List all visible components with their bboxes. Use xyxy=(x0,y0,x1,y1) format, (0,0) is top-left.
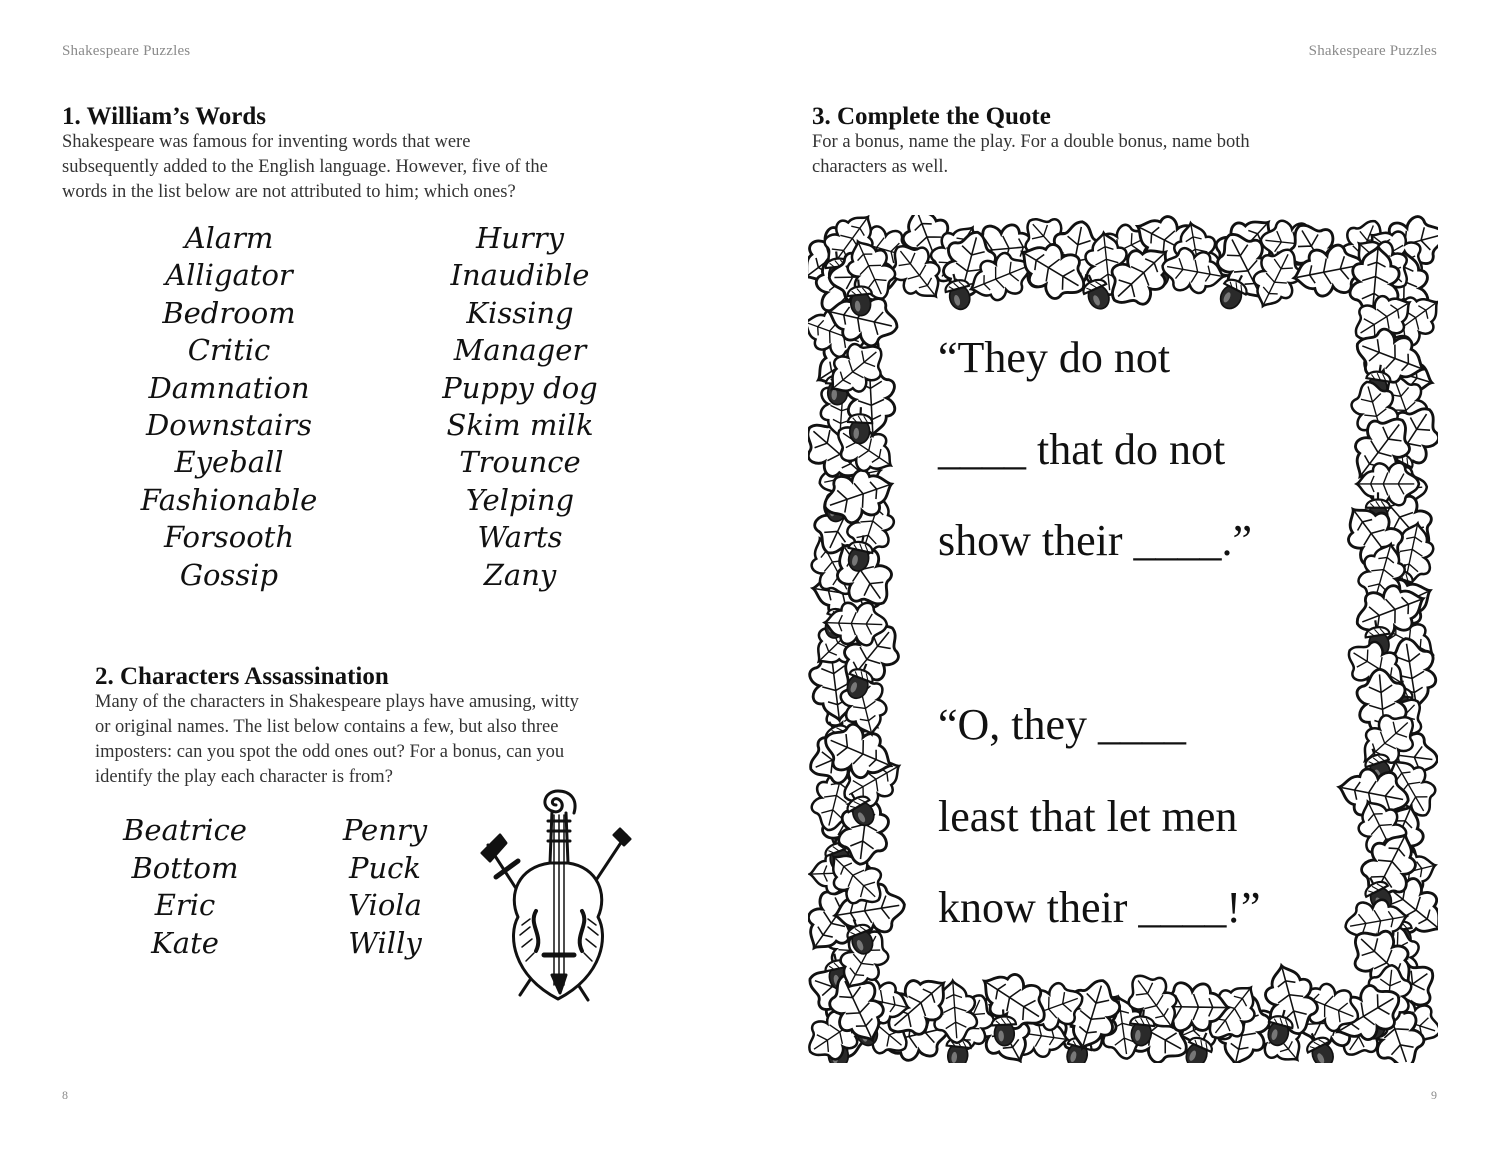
puzzle1-intro-line: Shakespeare was famous for inventing words that were xyxy=(62,132,471,152)
word-list-column-1 xyxy=(104,220,354,594)
word-item: Kissing xyxy=(466,295,574,330)
word-item: Alarm xyxy=(184,221,274,255)
word-item: Bedroom xyxy=(162,295,296,330)
word-item: Critic xyxy=(187,333,271,368)
puzzle3-heading: 3. Complete the Quote xyxy=(812,103,1051,130)
character-item: Kate xyxy=(151,925,219,960)
running-head-left: Shakespeare Puzzles xyxy=(62,43,191,59)
word-item: Manager xyxy=(453,333,587,368)
word-item: Puppy dog xyxy=(442,370,598,405)
word-item: Yelping xyxy=(465,482,575,517)
puzzle1-intro xyxy=(62,130,548,205)
puzzle3-intro xyxy=(812,130,1250,180)
quote1-line-3: show their ____.” xyxy=(938,516,1253,565)
word-item: Forsooth xyxy=(164,520,294,555)
word-item: Inaudible xyxy=(450,258,590,293)
word-item: Fashionable xyxy=(140,482,318,517)
sword-hilt xyxy=(482,835,506,861)
word-item: Damnation xyxy=(148,370,310,405)
puzzle2-intro-line: identify the play each character is from? xyxy=(95,767,393,787)
puzzle1-intro-line: words in the list below are not attributed to him; which ones? xyxy=(62,182,516,202)
bow-tip xyxy=(614,829,630,845)
puzzle2-intro-line: imposters: can you spot the odd ones out? For a bonus, can you xyxy=(95,742,565,762)
character-item: Bottom xyxy=(131,850,239,885)
word-item: Skim milk xyxy=(446,407,594,442)
puzzle3-intro-line: For a bonus, name the play. For a double bonus, name both xyxy=(812,132,1250,152)
page-number-left: 8 xyxy=(62,1088,68,1102)
character-list-column-1 xyxy=(100,812,270,962)
running-head-right: Shakespeare Puzzles xyxy=(1308,43,1437,59)
word-item: Downstairs xyxy=(145,407,313,442)
character-item: Penry xyxy=(342,813,428,847)
character-item: Viola xyxy=(348,888,422,922)
character-item: Eric xyxy=(154,888,216,922)
character-item: Puck xyxy=(348,850,421,885)
puzzle2-intro-line: or original names. The list below contains a few, but also three xyxy=(95,717,559,737)
puzzle1-intro-line: subsequently added to the English language. However, five of the xyxy=(62,157,548,177)
quote2-line-3: know their ____!” xyxy=(938,883,1261,932)
word-item: Eyeball xyxy=(174,445,284,480)
word-item: Hurry xyxy=(475,221,565,255)
quote2-line-2: least that let men xyxy=(938,792,1238,841)
puzzle2-intro-line: Many of the characters in Shakespeare plays have amusing, witty xyxy=(95,692,579,712)
quote1-line-2: ____ that do not xyxy=(938,425,1226,474)
puzzle1-heading: 1. William’s Words xyxy=(62,103,266,130)
word-list-column-2 xyxy=(395,220,645,594)
puzzle3-intro-line: characters as well. xyxy=(812,157,949,177)
quote1-line-1: “They do not xyxy=(938,333,1171,382)
word-item: Trounce xyxy=(459,445,581,480)
character-item: Beatrice xyxy=(123,813,247,847)
word-item: Alligator xyxy=(165,258,293,293)
word-item: Zany xyxy=(483,557,557,592)
viol-scroll xyxy=(545,791,562,812)
puzzle2-intro xyxy=(95,690,579,790)
viol-illustration xyxy=(478,785,638,1010)
character-item: Willy xyxy=(348,925,422,960)
word-item: Gossip xyxy=(179,557,279,592)
word-item: Warts xyxy=(477,520,563,555)
quote2-line-1: “O, they ____ xyxy=(938,700,1187,749)
character-list-column-2 xyxy=(305,812,465,962)
page-number-right: 9 xyxy=(1431,1088,1437,1102)
puzzle2-heading: 2. Characters Assassination xyxy=(95,663,389,690)
